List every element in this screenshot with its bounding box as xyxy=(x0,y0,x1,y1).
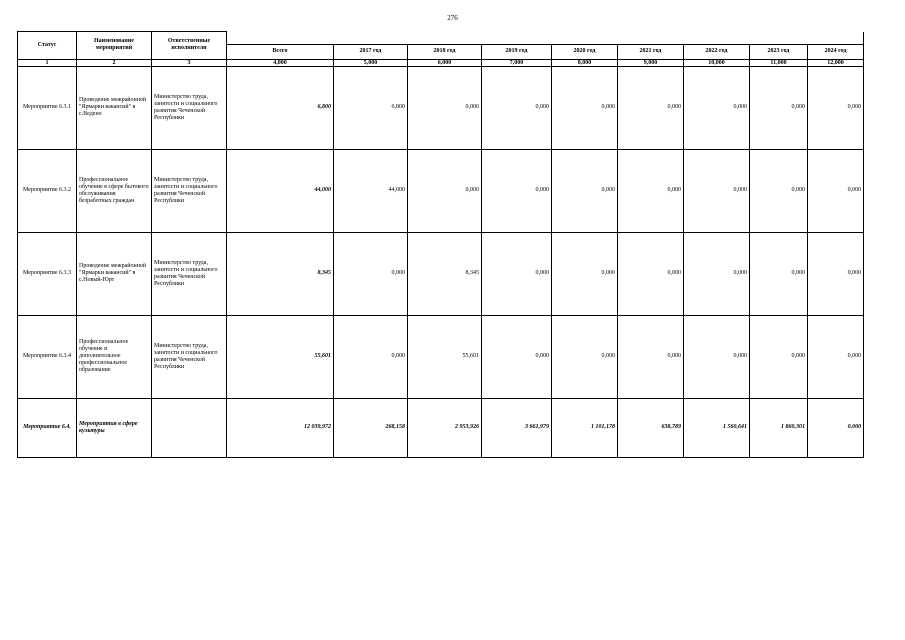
page-number: 276 xyxy=(447,14,458,22)
column-index: 6,000 xyxy=(408,59,482,66)
column-index: 5,000 xyxy=(334,59,408,66)
header-year: 2022 год xyxy=(684,44,750,59)
header-total: Всего xyxy=(227,44,334,59)
column-index: 3 xyxy=(152,59,227,66)
row-responsible: Министерство труда, занятости и социального развития Чеченской Республики xyxy=(152,66,227,149)
row-year-value: 0,000 xyxy=(552,149,618,232)
row-total: 55,601 xyxy=(227,315,334,398)
row-total: 44,000 xyxy=(227,149,334,232)
header-year: 2024 год xyxy=(808,44,864,59)
column-index: 12,000 xyxy=(808,59,864,66)
row-year-value: 0,000 xyxy=(552,232,618,315)
table-row xyxy=(18,315,864,398)
header-year: 2023 год xyxy=(750,44,808,59)
column-index-row xyxy=(18,59,864,66)
row-name: Профессиональное обучение и дополнительное профессиональное образование xyxy=(77,315,152,398)
table-row xyxy=(18,232,864,315)
row-year-value: 0,000 xyxy=(408,149,482,232)
row-year-value: 0,000 xyxy=(482,315,552,398)
row-year-value: 8,345 xyxy=(408,232,482,315)
header-year: 2019 год xyxy=(482,44,552,59)
header-name: Наименование мероприятий xyxy=(77,32,152,60)
row-responsible: Министерство труда, занятости и социального развития Чеченской Республики xyxy=(152,315,227,398)
row-name: Профессиональное обучение в сфере бытового обслуживания безработных граждан xyxy=(77,149,152,232)
row-status: Мероприятие 6.3.2 xyxy=(18,149,77,232)
budget-table xyxy=(17,31,864,458)
header-year: 2017 год xyxy=(334,44,408,59)
row-year-value: 55,601 xyxy=(408,315,482,398)
row-year-value: 0,000 xyxy=(618,66,684,149)
row-name: Проведение межрайонной "Ярмарки вакансий" в с.Новый-Юрт xyxy=(77,232,152,315)
row-year-value: 1 101,178 xyxy=(552,398,618,457)
column-index: 7,000 xyxy=(482,59,552,66)
row-responsible: Министерство труда, занятости и социального развития Чеченской Республики xyxy=(152,149,227,232)
row-name: Проведение межрайонной "Ярмарки вакансий" в с.Ведено xyxy=(77,66,152,149)
row-year-value: 6,800 xyxy=(334,66,408,149)
row-total: 12 039,972 xyxy=(227,398,334,457)
row-year-value: 0,000 xyxy=(684,149,750,232)
row-year-value: 0,000 xyxy=(808,398,864,457)
row-status: Мероприятие 6.4. xyxy=(18,398,77,457)
header-status: Статус xyxy=(18,32,77,60)
row-year-value: 0,000 xyxy=(618,149,684,232)
column-index: 2 xyxy=(77,59,152,66)
row-year-value: 0,000 xyxy=(750,66,808,149)
row-status: Мероприятие 6.3.4 xyxy=(18,315,77,398)
header-year: 2020 год xyxy=(552,44,618,59)
row-year-value: 0,000 xyxy=(750,315,808,398)
row-year-value: 638,789 xyxy=(618,398,684,457)
row-year-value: 0,000 xyxy=(482,149,552,232)
row-year-value: 0,000 xyxy=(808,232,864,315)
row-year-value: 0,000 xyxy=(482,66,552,149)
row-year-value: 0,000 xyxy=(750,232,808,315)
column-index: 1 xyxy=(18,59,77,66)
row-year-value: 0,000 xyxy=(808,315,864,398)
row-year-value: 0,000 xyxy=(684,232,750,315)
column-index: 4,000 xyxy=(227,59,334,66)
row-year-value: 0,000 xyxy=(334,315,408,398)
row-year-value: 1 560,641 xyxy=(684,398,750,457)
table-row-summary xyxy=(18,398,864,457)
row-year-value: 1 860,301 xyxy=(750,398,808,457)
row-name: Мероприятия в сфере культуры xyxy=(77,398,152,457)
table-row xyxy=(18,149,864,232)
row-year-value: 0,000 xyxy=(482,232,552,315)
table-row xyxy=(18,66,864,149)
row-year-value: 0,000 xyxy=(808,149,864,232)
row-year-value: 0,000 xyxy=(408,66,482,149)
row-year-value: 0,000 xyxy=(552,66,618,149)
header-year: 2021 год xyxy=(618,44,684,59)
row-responsible: Министерство труда, занятости и социального развития Чеченской Республики xyxy=(152,232,227,315)
row-year-value: 0,000 xyxy=(684,66,750,149)
row-year-value: 0,000 xyxy=(808,66,864,149)
row-year-value: 0,000 xyxy=(750,149,808,232)
row-year-value: 44,000 xyxy=(334,149,408,232)
row-year-value: 0,000 xyxy=(618,232,684,315)
row-year-value: 268,158 xyxy=(334,398,408,457)
header-responsible: Ответственные исполнители xyxy=(152,32,227,60)
row-responsible xyxy=(152,398,227,457)
column-index: 9,000 xyxy=(618,59,684,66)
row-status: Мероприятие 6.3.1 xyxy=(18,66,77,149)
column-index: 10,000 xyxy=(684,59,750,66)
row-total: 8,345 xyxy=(227,232,334,315)
row-year-value: 0,000 xyxy=(334,232,408,315)
row-year-value: 3 661,979 xyxy=(482,398,552,457)
header-year: 2018 год xyxy=(408,44,482,59)
row-year-value: 2 953,926 xyxy=(408,398,482,457)
row-year-value: 0,000 xyxy=(618,315,684,398)
row-year-value: 0,000 xyxy=(552,315,618,398)
column-index: 8,000 xyxy=(552,59,618,66)
row-status: Мероприятие 6.3.3 xyxy=(18,232,77,315)
column-index: 11,000 xyxy=(750,59,808,66)
row-year-value: 0,000 xyxy=(684,315,750,398)
row-total: 6,800 xyxy=(227,66,334,149)
